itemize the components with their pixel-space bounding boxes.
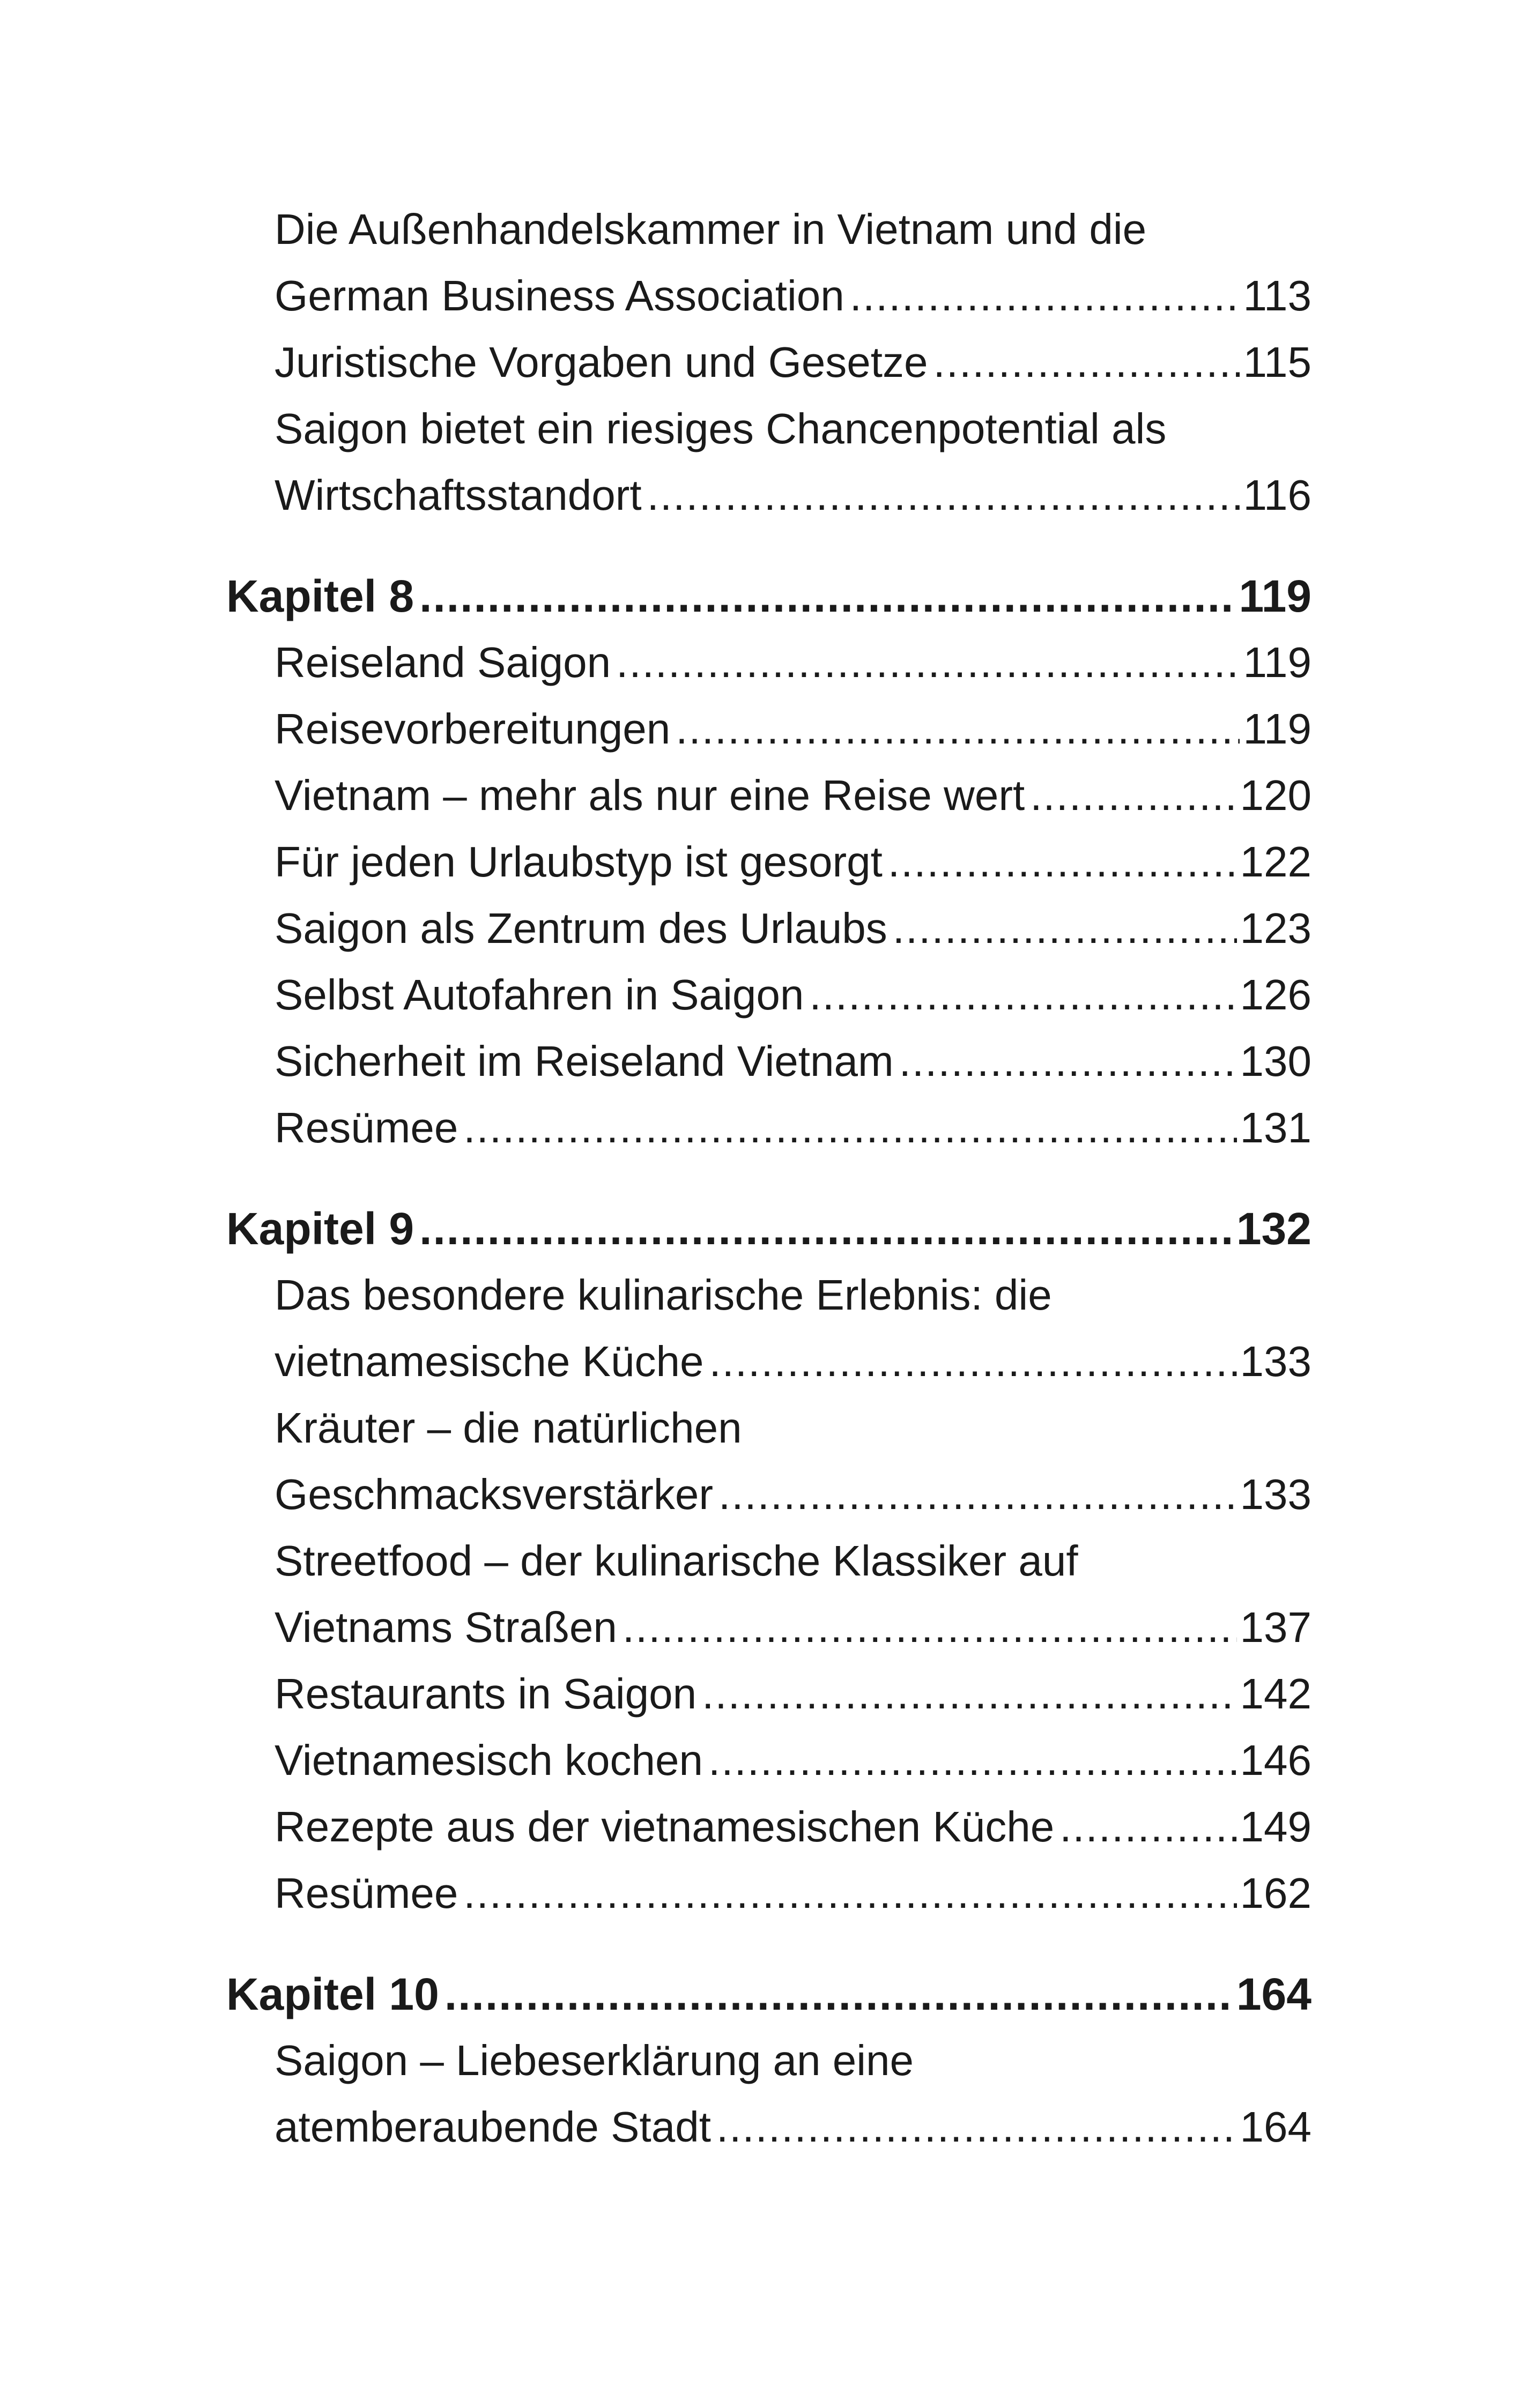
toc-page-number: 126 — [1240, 971, 1311, 1019]
dot-leader — [419, 563, 1235, 629]
dot-leader — [1030, 762, 1236, 829]
toc-page-number: 115 — [1243, 338, 1311, 386]
toc-entry[interactable] — [275, 1661, 1311, 1727]
toc-entry-text — [275, 196, 1311, 263]
toc-entry-text — [275, 1528, 1311, 1594]
toc-entry-title: Vietnamesisch kochen — [275, 1736, 703, 1784]
toc-page-number: 119 — [1243, 705, 1311, 753]
toc-entry-text — [275, 1395, 1311, 1461]
toc-entry-title: Kräuter – die natürlichen — [275, 1404, 742, 1452]
toc-entry[interactable] — [275, 1794, 1311, 1860]
chapter-title: Kapitel 9 — [226, 1203, 414, 1254]
dot-leader — [933, 329, 1240, 396]
toc-entry-title: vietnamesische Küche — [275, 1337, 704, 1385]
dot-leader — [708, 1727, 1237, 1794]
toc-entry-title: Saigon – Liebeserklärung an eine — [275, 2037, 914, 2084]
dot-leader — [709, 1328, 1236, 1395]
dot-leader — [463, 1860, 1236, 1927]
dot-leader — [850, 263, 1240, 329]
toc-entry[interactable] — [275, 895, 1311, 962]
toc-entry-title: Sicherheit im Reiseland Vietnam — [275, 1037, 894, 1085]
chapter-page-number: 119 — [1239, 571, 1311, 621]
toc-entry[interactable] — [275, 962, 1311, 1028]
toc-entry[interactable] — [275, 1594, 1311, 1661]
toc-page-number: 122 — [1240, 838, 1311, 886]
chapter-page-number: 132 — [1236, 1203, 1311, 1254]
toc-entry-title: Selbst Autofahren in Saigon — [275, 971, 804, 1019]
toc-entry[interactable] — [275, 2094, 1311, 2160]
toc-page-number: 149 — [1240, 1803, 1311, 1850]
toc-entry-title: Resümee — [275, 1869, 458, 1917]
toc-page-number: 113 — [1243, 272, 1311, 319]
toc-entry-title: Restaurants in Saigon — [275, 1670, 697, 1718]
toc-entry-title: Reisevorbereitungen — [275, 705, 671, 753]
dot-leader — [647, 462, 1240, 529]
toc-entry[interactable] — [275, 696, 1311, 762]
toc-entry-text — [275, 396, 1311, 462]
dot-leader — [893, 895, 1237, 962]
dot-leader — [623, 1594, 1237, 1661]
chapter-title: Kapitel 10 — [226, 1969, 439, 2019]
dot-leader — [616, 629, 1240, 696]
dot-leader — [702, 1661, 1236, 1727]
toc-entry[interactable] — [275, 762, 1311, 829]
toc-entry-title: Für jeden Urlaubstyp ist gesorgt — [275, 838, 883, 886]
toc-entry[interactable] — [275, 462, 1311, 529]
toc-page-number: 164 — [1240, 2103, 1311, 2151]
dot-leader — [809, 962, 1236, 1028]
toc-entry-title: Die Außenhandelskammer in Vietnam und die — [275, 205, 1147, 253]
toc-entry[interactable] — [275, 263, 1311, 329]
toc-entry[interactable] — [275, 1860, 1311, 1927]
toc-entry[interactable] — [275, 1028, 1311, 1095]
toc-page-number: 133 — [1240, 1470, 1311, 1518]
toc-page-number: 120 — [1240, 771, 1311, 819]
dot-leader — [676, 696, 1240, 762]
toc-entry-text — [275, 1262, 1311, 1328]
toc-entry-title: Geschmacksverstärker — [275, 1470, 713, 1518]
toc-page-number: 119 — [1243, 638, 1311, 686]
chapter-heading[interactable] — [226, 1961, 1311, 2027]
toc-page-number: 130 — [1240, 1037, 1311, 1085]
toc-entry-title: Rezepte aus der vietnamesischen Küche — [275, 1803, 1055, 1850]
dot-leader — [419, 1195, 1233, 1262]
toc-entry-title: Reiseland Saigon — [275, 638, 611, 686]
toc-entry-title: Vietnam – mehr als nur eine Reise wert — [275, 771, 1025, 819]
dot-leader — [1059, 1794, 1236, 1860]
dot-leader — [718, 1461, 1237, 1528]
toc-page-number: 142 — [1240, 1670, 1311, 1718]
toc-entry-title: Juristische Vorgaben und Gesetze — [275, 338, 928, 386]
toc-page-number: 162 — [1240, 1869, 1311, 1917]
toc-entry[interactable] — [275, 829, 1311, 895]
chapter-heading[interactable] — [226, 1195, 1311, 1262]
toc-page-number: 116 — [1243, 471, 1311, 519]
toc-entry[interactable] — [275, 1095, 1311, 1161]
dot-leader — [444, 1961, 1233, 2027]
chapter-heading[interactable] — [226, 563, 1311, 629]
toc-entry[interactable] — [275, 329, 1311, 396]
toc-entry-title: German Business Association — [275, 272, 844, 319]
toc-entry-title: Vietnams Straßen — [275, 1603, 617, 1651]
toc-entry-text — [275, 2027, 1311, 2094]
toc-page-number: 133 — [1240, 1337, 1311, 1385]
chapter-page-number: 164 — [1236, 1969, 1311, 2019]
toc-entry-title: Wirtschaftsstandort — [275, 471, 642, 519]
dot-leader — [899, 1028, 1237, 1095]
dot-leader — [888, 829, 1237, 895]
toc-entry[interactable] — [275, 629, 1311, 696]
dot-leader — [463, 1095, 1236, 1161]
dot-leader — [716, 2094, 1237, 2160]
toc-entry[interactable] — [275, 1328, 1311, 1395]
toc-entry-title: atemberaubende Stadt — [275, 2103, 711, 2151]
toc-entry-title: Resümee — [275, 1104, 458, 1151]
chapter-title: Kapitel 8 — [226, 571, 414, 621]
toc-entry[interactable] — [275, 1461, 1311, 1528]
toc-page-number: 137 — [1240, 1603, 1311, 1651]
toc-entry-title: Saigon als Zentrum des Urlaubs — [275, 904, 887, 952]
toc-entry-title: Streetfood – der kulinarische Klassiker auf — [275, 1537, 1078, 1585]
toc-entry-title: Das besondere kulinarische Erlebnis: die — [275, 1271, 1052, 1319]
toc-page-number: 146 — [1240, 1736, 1311, 1784]
toc-entry[interactable] — [275, 1727, 1311, 1794]
toc-entry-title: Saigon bietet ein riesiges Chancenpotential als — [275, 405, 1167, 452]
toc-page-number: 123 — [1240, 904, 1311, 952]
toc-page-number: 131 — [1240, 1104, 1311, 1151]
